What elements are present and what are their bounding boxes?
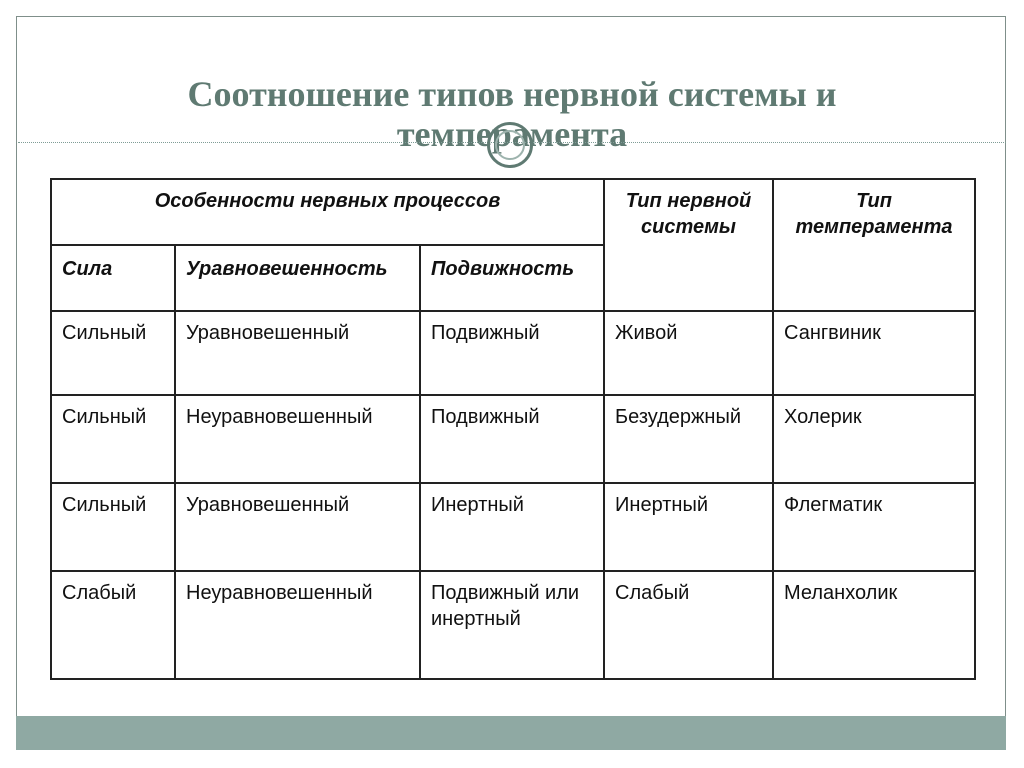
bottom-bar	[16, 716, 1006, 750]
cell-mobility: Подвижный	[420, 395, 604, 483]
title-line-1: Соотношение типов нервной системы и	[187, 74, 837, 114]
ring-ornament-icon	[487, 122, 533, 168]
cell-mobility: Инертный	[420, 483, 604, 571]
temperament-table	[50, 178, 976, 680]
header-strength: Сила	[51, 245, 175, 311]
table-row	[51, 311, 975, 395]
cell-strength: Сильный	[51, 395, 175, 483]
cell-temperament: Сангвиник	[773, 311, 975, 395]
title-line-2: темперамента	[396, 114, 628, 154]
header-mobility: Подвижность	[420, 245, 604, 311]
table-row	[51, 395, 975, 483]
cell-mobility: Подвижный	[420, 311, 604, 395]
header-balance: Уравновешенность	[175, 245, 420, 311]
header-processes: Особенности нервных процессов	[51, 179, 604, 245]
cell-nervous: Слабый	[604, 571, 773, 679]
cell-strength: Слабый	[51, 571, 175, 679]
header-temperament-type: Тип темперамента	[773, 179, 975, 311]
cell-nervous: Живой	[604, 311, 773, 395]
cell-balance: Неуравновешенный	[175, 571, 420, 679]
cell-strength: Сильный	[51, 483, 175, 571]
cell-balance: Уравновешенный	[175, 311, 420, 395]
cell-strength: Сильный	[51, 311, 175, 395]
header-row-1	[51, 179, 975, 245]
table-row	[51, 571, 975, 679]
cell-balance: Неуравновешенный	[175, 395, 420, 483]
cell-nervous: Инертный	[604, 483, 773, 571]
cell-temperament: Меланхолик	[773, 571, 975, 679]
table-row	[51, 483, 975, 571]
cell-nervous: Безудержный	[604, 395, 773, 483]
cell-balance: Уравновешенный	[175, 483, 420, 571]
cell-temperament: Флегматик	[773, 483, 975, 571]
cell-temperament: Холерик	[773, 395, 975, 483]
header-nervous-type: Тип нервной системы	[604, 179, 773, 311]
cell-mobility: Подвижный или инертный	[420, 571, 604, 679]
